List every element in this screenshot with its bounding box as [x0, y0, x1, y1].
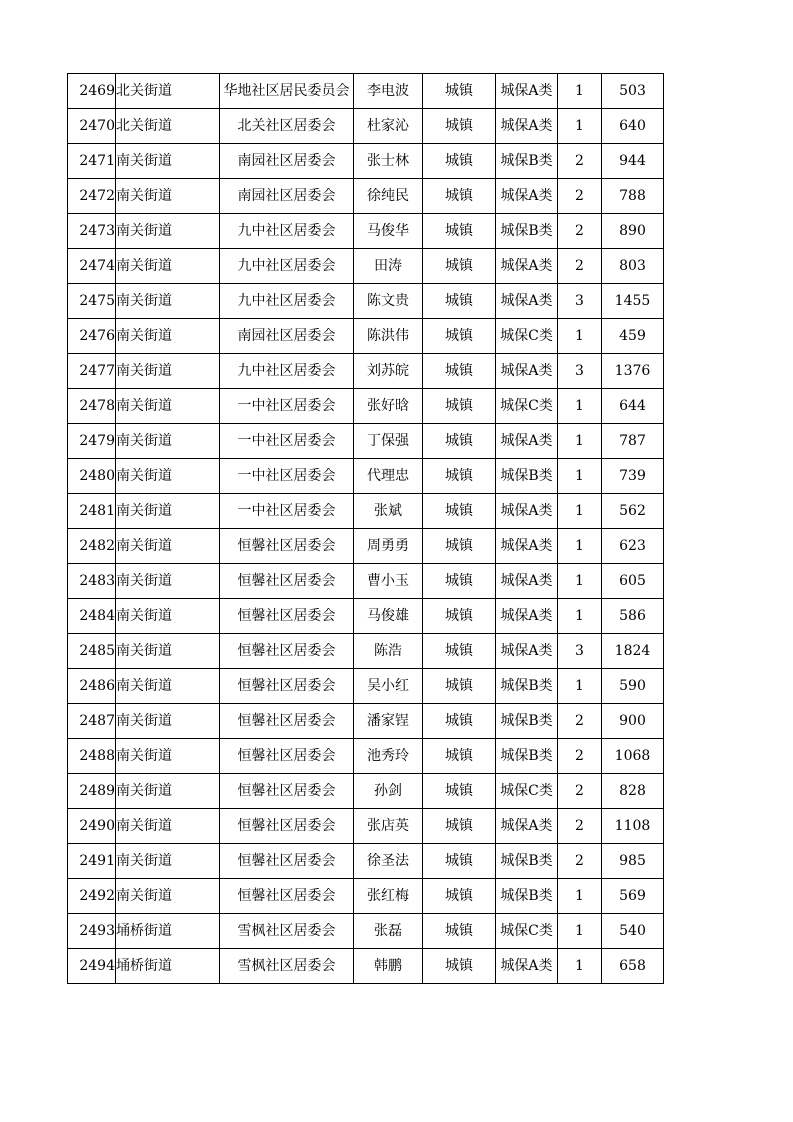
- household-count-cell: 2: [558, 214, 602, 249]
- street-cell: 南关街道: [116, 704, 220, 739]
- street-cell: 南关街道: [116, 144, 220, 179]
- person-name-cell: 吴小红: [354, 669, 423, 704]
- area-type-cell: 城镇: [423, 809, 496, 844]
- community-cell: 一中社区居委会: [220, 494, 354, 529]
- community-cell: 恒馨社区居委会: [220, 599, 354, 634]
- amount-cell: 1455: [602, 284, 664, 319]
- person-name-cell: 张士林: [354, 144, 423, 179]
- insurance-category-cell: 城保A类: [496, 949, 558, 984]
- household-count-cell: 3: [558, 634, 602, 669]
- household-count-cell: 3: [558, 284, 602, 319]
- serial-number-cell: 2469: [68, 74, 116, 109]
- community-cell: 九中社区居委会: [220, 249, 354, 284]
- serial-number-cell: 2483: [68, 564, 116, 599]
- serial-number-cell: 2479: [68, 424, 116, 459]
- person-name-cell: 韩鹏: [354, 949, 423, 984]
- community-cell: 雪枫社区居委会: [220, 914, 354, 949]
- amount-cell: 788: [602, 179, 664, 214]
- person-name-cell: 孙剑: [354, 774, 423, 809]
- household-count-cell: 1: [558, 879, 602, 914]
- community-cell: 恒馨社区居委会: [220, 844, 354, 879]
- serial-number-cell: 2491: [68, 844, 116, 879]
- amount-cell: 658: [602, 949, 664, 984]
- person-name-cell: 马俊华: [354, 214, 423, 249]
- table-row: [68, 494, 664, 529]
- household-count-cell: 1: [558, 459, 602, 494]
- table-row: [68, 844, 664, 879]
- serial-number-cell: 2488: [68, 739, 116, 774]
- community-cell: 恒馨社区居委会: [220, 739, 354, 774]
- amount-cell: 985: [602, 844, 664, 879]
- person-name-cell: 张斌: [354, 494, 423, 529]
- serial-number-cell: 2480: [68, 459, 116, 494]
- amount-cell: 787: [602, 424, 664, 459]
- insurance-category-cell: 城保B类: [496, 704, 558, 739]
- street-cell: 南关街道: [116, 844, 220, 879]
- insurance-category-cell: 城保A类: [496, 74, 558, 109]
- table-row: [68, 669, 664, 704]
- serial-number-cell: 2475: [68, 284, 116, 319]
- area-type-cell: 城镇: [423, 494, 496, 529]
- street-cell: 南关街道: [116, 774, 220, 809]
- amount-cell: 640: [602, 109, 664, 144]
- serial-number-cell: 2473: [68, 214, 116, 249]
- table-row: [68, 179, 664, 214]
- insurance-category-cell: 城保B类: [496, 844, 558, 879]
- table-row: [68, 249, 664, 284]
- community-cell: 恒馨社区居委会: [220, 774, 354, 809]
- household-count-cell: 1: [558, 669, 602, 704]
- street-cell: 南关街道: [116, 739, 220, 774]
- person-name-cell: 马俊雄: [354, 599, 423, 634]
- amount-cell: 590: [602, 669, 664, 704]
- insurance-category-cell: 城保B类: [496, 459, 558, 494]
- street-cell: 南关街道: [116, 424, 220, 459]
- insurance-category-cell: 城保B类: [496, 214, 558, 249]
- amount-cell: 540: [602, 914, 664, 949]
- household-count-cell: 1: [558, 74, 602, 109]
- amount-cell: 605: [602, 564, 664, 599]
- person-name-cell: 代理忠: [354, 459, 423, 494]
- table-row: [68, 74, 664, 109]
- area-type-cell: 城镇: [423, 914, 496, 949]
- serial-number-cell: 2489: [68, 774, 116, 809]
- area-type-cell: 城镇: [423, 564, 496, 599]
- household-count-cell: 2: [558, 809, 602, 844]
- household-count-cell: 1: [558, 599, 602, 634]
- community-cell: 恒馨社区居委会: [220, 529, 354, 564]
- household-count-cell: 2: [558, 249, 602, 284]
- street-cell: 南关街道: [116, 669, 220, 704]
- community-cell: 九中社区居委会: [220, 354, 354, 389]
- community-cell: 南园社区居委会: [220, 319, 354, 354]
- street-cell: 南关街道: [116, 809, 220, 844]
- person-name-cell: 田涛: [354, 249, 423, 284]
- street-cell: 南关街道: [116, 354, 220, 389]
- household-count-cell: 1: [558, 389, 602, 424]
- insurance-category-cell: 城保A类: [496, 599, 558, 634]
- community-cell: 一中社区居委会: [220, 389, 354, 424]
- area-type-cell: 城镇: [423, 949, 496, 984]
- street-cell: 南关街道: [116, 599, 220, 634]
- table-row: [68, 319, 664, 354]
- household-count-cell: 3: [558, 354, 602, 389]
- table-row: [68, 284, 664, 319]
- person-name-cell: 曹小玉: [354, 564, 423, 599]
- community-cell: 华地社区居民委员会: [220, 74, 354, 109]
- table-row: [68, 809, 664, 844]
- table-row: [68, 109, 664, 144]
- serial-number-cell: 2482: [68, 529, 116, 564]
- table-row: [68, 389, 664, 424]
- community-cell: 恒馨社区居委会: [220, 669, 354, 704]
- area-type-cell: 城镇: [423, 529, 496, 564]
- person-name-cell: 杜家沁: [354, 109, 423, 144]
- area-type-cell: 城镇: [423, 634, 496, 669]
- street-cell: 南关街道: [116, 284, 220, 319]
- community-cell: 北关社区居委会: [220, 109, 354, 144]
- community-cell: 九中社区居委会: [220, 214, 354, 249]
- household-count-cell: 2: [558, 739, 602, 774]
- insurance-category-cell: 城保A类: [496, 249, 558, 284]
- table-row: [68, 949, 664, 984]
- amount-cell: 900: [602, 704, 664, 739]
- amount-cell: 562: [602, 494, 664, 529]
- street-cell: 埇桥街道: [116, 949, 220, 984]
- insurance-category-cell: 城保B类: [496, 879, 558, 914]
- table-body: [68, 74, 664, 984]
- table-row: [68, 214, 664, 249]
- serial-number-cell: 2484: [68, 599, 116, 634]
- serial-number-cell: 2492: [68, 879, 116, 914]
- person-name-cell: 张店英: [354, 809, 423, 844]
- serial-number-cell: 2474: [68, 249, 116, 284]
- street-cell: 南关街道: [116, 389, 220, 424]
- table-row: [68, 704, 664, 739]
- community-cell: 九中社区居委会: [220, 284, 354, 319]
- person-name-cell: 潘家锃: [354, 704, 423, 739]
- street-cell: 南关街道: [116, 249, 220, 284]
- street-cell: 南关街道: [116, 634, 220, 669]
- person-name-cell: 池秀玲: [354, 739, 423, 774]
- area-type-cell: 城镇: [423, 179, 496, 214]
- area-type-cell: 城镇: [423, 354, 496, 389]
- person-name-cell: 陈文贵: [354, 284, 423, 319]
- insurance-category-cell: 城保C类: [496, 774, 558, 809]
- area-type-cell: 城镇: [423, 774, 496, 809]
- serial-number-cell: 2477: [68, 354, 116, 389]
- person-name-cell: 周勇勇: [354, 529, 423, 564]
- amount-cell: 803: [602, 249, 664, 284]
- area-type-cell: 城镇: [423, 214, 496, 249]
- household-count-cell: 2: [558, 774, 602, 809]
- amount-cell: 623: [602, 529, 664, 564]
- amount-cell: 459: [602, 319, 664, 354]
- community-cell: 恒馨社区居委会: [220, 564, 354, 599]
- area-type-cell: 城镇: [423, 249, 496, 284]
- person-name-cell: 张红梅: [354, 879, 423, 914]
- street-cell: 埇桥街道: [116, 914, 220, 949]
- table-row: [68, 774, 664, 809]
- serial-number-cell: 2481: [68, 494, 116, 529]
- area-type-cell: 城镇: [423, 284, 496, 319]
- area-type-cell: 城镇: [423, 389, 496, 424]
- street-cell: 南关街道: [116, 179, 220, 214]
- table-row: [68, 634, 664, 669]
- amount-cell: 503: [602, 74, 664, 109]
- community-cell: 一中社区居委会: [220, 459, 354, 494]
- insurance-category-cell: 城保A类: [496, 109, 558, 144]
- area-type-cell: 城镇: [423, 844, 496, 879]
- table-row: [68, 739, 664, 774]
- community-cell: 南园社区居委会: [220, 144, 354, 179]
- household-count-cell: 1: [558, 109, 602, 144]
- household-count-cell: 2: [558, 844, 602, 879]
- person-name-cell: 陈洪伟: [354, 319, 423, 354]
- street-cell: 南关街道: [116, 494, 220, 529]
- area-type-cell: 城镇: [423, 459, 496, 494]
- household-count-cell: 1: [558, 949, 602, 984]
- insurance-category-cell: 城保A类: [496, 284, 558, 319]
- area-type-cell: 城镇: [423, 319, 496, 354]
- community-cell: 恒馨社区居委会: [220, 634, 354, 669]
- amount-cell: 1824: [602, 634, 664, 669]
- street-cell: 北关街道: [116, 74, 220, 109]
- serial-number-cell: 2490: [68, 809, 116, 844]
- community-cell: 恒馨社区居委会: [220, 704, 354, 739]
- person-name-cell: 陈浩: [354, 634, 423, 669]
- amount-cell: 944: [602, 144, 664, 179]
- street-cell: 南关街道: [116, 564, 220, 599]
- street-cell: 北关街道: [116, 109, 220, 144]
- serial-number-cell: 2493: [68, 914, 116, 949]
- table-row: [68, 354, 664, 389]
- street-cell: 南关街道: [116, 459, 220, 494]
- area-type-cell: 城镇: [423, 144, 496, 179]
- person-name-cell: 徐纯民: [354, 179, 423, 214]
- serial-number-cell: 2470: [68, 109, 116, 144]
- amount-cell: 890: [602, 214, 664, 249]
- serial-number-cell: 2494: [68, 949, 116, 984]
- household-count-cell: 1: [558, 424, 602, 459]
- person-name-cell: 李电波: [354, 74, 423, 109]
- area-type-cell: 城镇: [423, 739, 496, 774]
- insurance-category-cell: 城保A类: [496, 809, 558, 844]
- insurance-category-cell: 城保B类: [496, 669, 558, 704]
- household-count-cell: 2: [558, 144, 602, 179]
- street-cell: 南关街道: [116, 529, 220, 564]
- community-cell: 恒馨社区居委会: [220, 809, 354, 844]
- table-row: [68, 459, 664, 494]
- amount-cell: 1108: [602, 809, 664, 844]
- community-cell: 恒馨社区居委会: [220, 879, 354, 914]
- area-type-cell: 城镇: [423, 599, 496, 634]
- area-type-cell: 城镇: [423, 74, 496, 109]
- person-name-cell: 徐圣法: [354, 844, 423, 879]
- person-name-cell: 刘苏皖: [354, 354, 423, 389]
- household-count-cell: 2: [558, 179, 602, 214]
- area-type-cell: 城镇: [423, 879, 496, 914]
- amount-cell: 569: [602, 879, 664, 914]
- area-type-cell: 城镇: [423, 704, 496, 739]
- area-type-cell: 城镇: [423, 424, 496, 459]
- area-type-cell: 城镇: [423, 109, 496, 144]
- insurance-category-cell: 城保A类: [496, 354, 558, 389]
- serial-number-cell: 2486: [68, 669, 116, 704]
- table-row: [68, 879, 664, 914]
- amount-cell: 1376: [602, 354, 664, 389]
- table-row: [68, 424, 664, 459]
- community-cell: 雪枫社区居委会: [220, 949, 354, 984]
- serial-number-cell: 2476: [68, 319, 116, 354]
- amount-cell: 644: [602, 389, 664, 424]
- household-count-cell: 1: [558, 564, 602, 599]
- amount-cell: 739: [602, 459, 664, 494]
- amount-cell: 586: [602, 599, 664, 634]
- household-count-cell: 1: [558, 319, 602, 354]
- household-count-cell: 2: [558, 704, 602, 739]
- table-row: [68, 564, 664, 599]
- serial-number-cell: 2487: [68, 704, 116, 739]
- person-name-cell: 张好晗: [354, 389, 423, 424]
- street-cell: 南关街道: [116, 879, 220, 914]
- table-row: [68, 144, 664, 179]
- insurance-category-cell: 城保A类: [496, 529, 558, 564]
- table-row: [68, 914, 664, 949]
- table-row: [68, 529, 664, 564]
- person-name-cell: 张磊: [354, 914, 423, 949]
- serial-number-cell: 2478: [68, 389, 116, 424]
- person-name-cell: 丁保强: [354, 424, 423, 459]
- community-cell: 一中社区居委会: [220, 424, 354, 459]
- insurance-category-cell: 城保A类: [496, 424, 558, 459]
- insurance-category-cell: 城保B类: [496, 144, 558, 179]
- insurance-category-cell: 城保C类: [496, 319, 558, 354]
- street-cell: 南关街道: [116, 319, 220, 354]
- household-count-cell: 1: [558, 914, 602, 949]
- serial-number-cell: 2472: [68, 179, 116, 214]
- street-cell: 南关街道: [116, 214, 220, 249]
- amount-cell: 828: [602, 774, 664, 809]
- insurance-category-cell: 城保A类: [496, 634, 558, 669]
- serial-number-cell: 2471: [68, 144, 116, 179]
- serial-number-cell: 2485: [68, 634, 116, 669]
- insurance-category-cell: 城保B类: [496, 739, 558, 774]
- insurance-category-cell: 城保C类: [496, 389, 558, 424]
- community-cell: 南园社区居委会: [220, 179, 354, 214]
- subsidy-roster-table: [67, 73, 664, 984]
- insurance-category-cell: 城保C类: [496, 914, 558, 949]
- insurance-category-cell: 城保A类: [496, 494, 558, 529]
- household-count-cell: 1: [558, 529, 602, 564]
- table-row: [68, 599, 664, 634]
- household-count-cell: 1: [558, 494, 602, 529]
- amount-cell: 1068: [602, 739, 664, 774]
- area-type-cell: 城镇: [423, 669, 496, 704]
- insurance-category-cell: 城保A类: [496, 179, 558, 214]
- insurance-category-cell: 城保A类: [496, 564, 558, 599]
